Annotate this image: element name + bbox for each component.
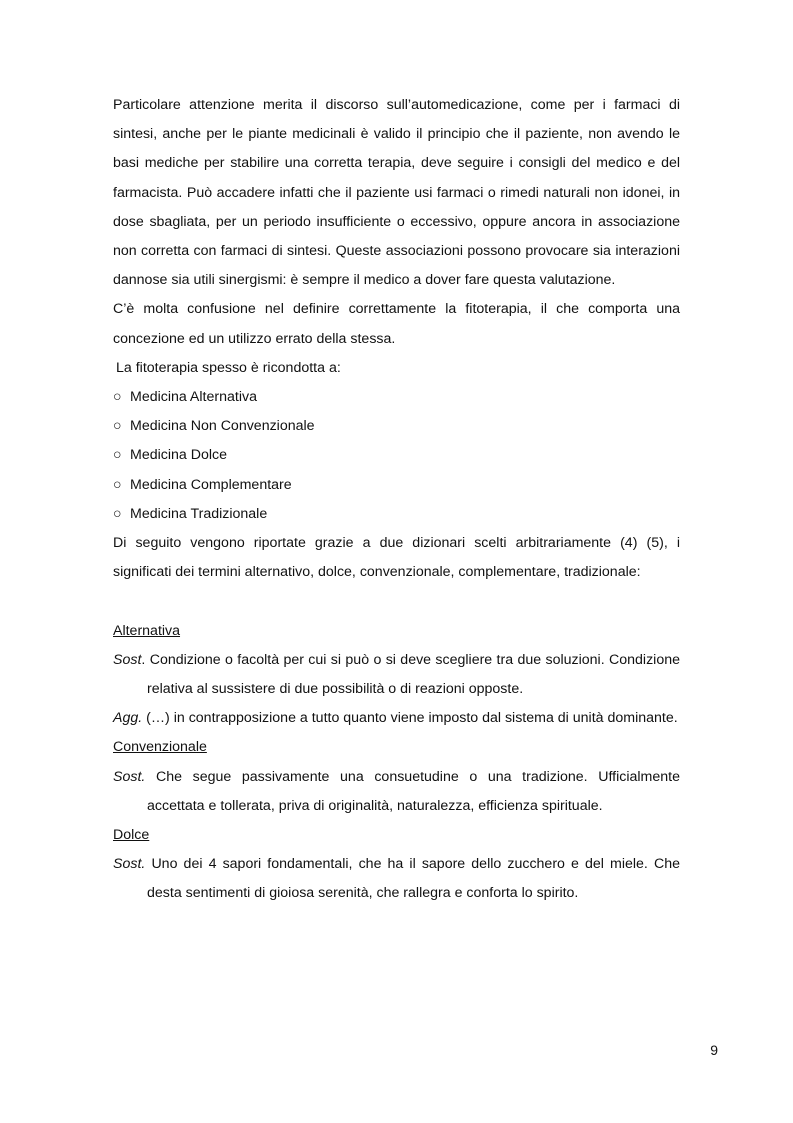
circle-bullet-icon: ○ (113, 447, 122, 464)
heading-dolce: Dolce (113, 827, 150, 844)
list-item-label: Medicina Complementare (130, 476, 292, 493)
list-item (113, 500, 680, 529)
part-of-speech: Sost (113, 651, 142, 668)
list-item-label: Medicina Dolce (130, 447, 227, 464)
paragraph-automedicazione: Particolare attenzione merita il discorso sull’automedicazione, come per i farmaci di sintesi, anche per le piante medicinali è valido il principio che il paziente, non avendo le basi mediche per stabilire una corretta terapia, deve seguire i consigli del medico e del farmacista. Può accadere infatti che il paziente usi farmaci o rimedi naturali non idonei, in dose sbagliata, per un periodo insufficiente o eccessivo, oppure ancora in associazione non corretta con farmaci di sintesi. Queste associazioni possono provocare sia interazioni dannose sia utili sinergismi: è sempre il medico a dover fare questa valutazione. (113, 97, 680, 289)
part-of-speech: Agg. (113, 710, 143, 727)
definition-text: Uno dei 4 sapori fondamentali, che ha il sapore dello zucchero e del miele. Che desta sentimenti di gioiosa serenità, che rallegra e conforta lo spirito. (145, 856, 680, 902)
medicine-list (113, 383, 680, 529)
definition-entry (113, 646, 680, 704)
heading-convenzionale: Convenzionale (113, 739, 207, 756)
circle-bullet-icon: ○ (113, 418, 122, 435)
part-of-speech: Sost. (113, 768, 146, 785)
heading-alternativa: Alternativa (113, 622, 181, 639)
definition-entry (113, 763, 680, 821)
definition-text: . Condizione o facoltà per cui si può o si deve scegliere tra due soluzioni. Condizione relativa al sussistere di due possibilità o di reazioni opposte. (141, 651, 680, 698)
page-body (113, 91, 680, 909)
list-item-label: Medicina Tradizionale (130, 505, 268, 522)
blank-line (113, 587, 680, 616)
definition-entry (113, 704, 680, 733)
definition-text: (…) in contrapposizione a tutto quanto viene imposto dal sistema di unità dominante. (142, 710, 678, 727)
list-item-label: Medicina Alternativa (130, 389, 257, 406)
list-item (113, 412, 680, 441)
paragraph-dizionari: Di seguito vengono riportate grazie a due dizionari scelti arbitrariamente (4) (5), i significati dei termini alternativo, dolce, convenzionale, complementare, tradizionale: (113, 535, 680, 581)
definition-text: Che segue passivamente una consuetudine o una tradizione. Ufficialmente accettata e tollerata, priva di originalità, naturalezza, efficienza spirituale. (145, 768, 680, 814)
list-item (113, 441, 680, 470)
page-number: 9 (710, 1042, 718, 1058)
list-item-label: Medicina Non Convenzionale (130, 418, 315, 435)
list-item (113, 383, 680, 412)
circle-bullet-icon: ○ (113, 389, 122, 406)
part-of-speech: Sost. (113, 856, 146, 873)
paragraph-intro-list: La fitoterapia spesso è ricondotta a: (116, 359, 341, 376)
circle-bullet-icon: ○ (113, 505, 122, 522)
definition-entry (113, 850, 680, 908)
list-item (113, 471, 680, 500)
paragraph-confusione: C’è molta confusione nel definire correttamente la fitoterapia, il che comporta una concezione ed un utilizzo errato della stessa. (113, 301, 680, 347)
circle-bullet-icon: ○ (113, 476, 122, 493)
